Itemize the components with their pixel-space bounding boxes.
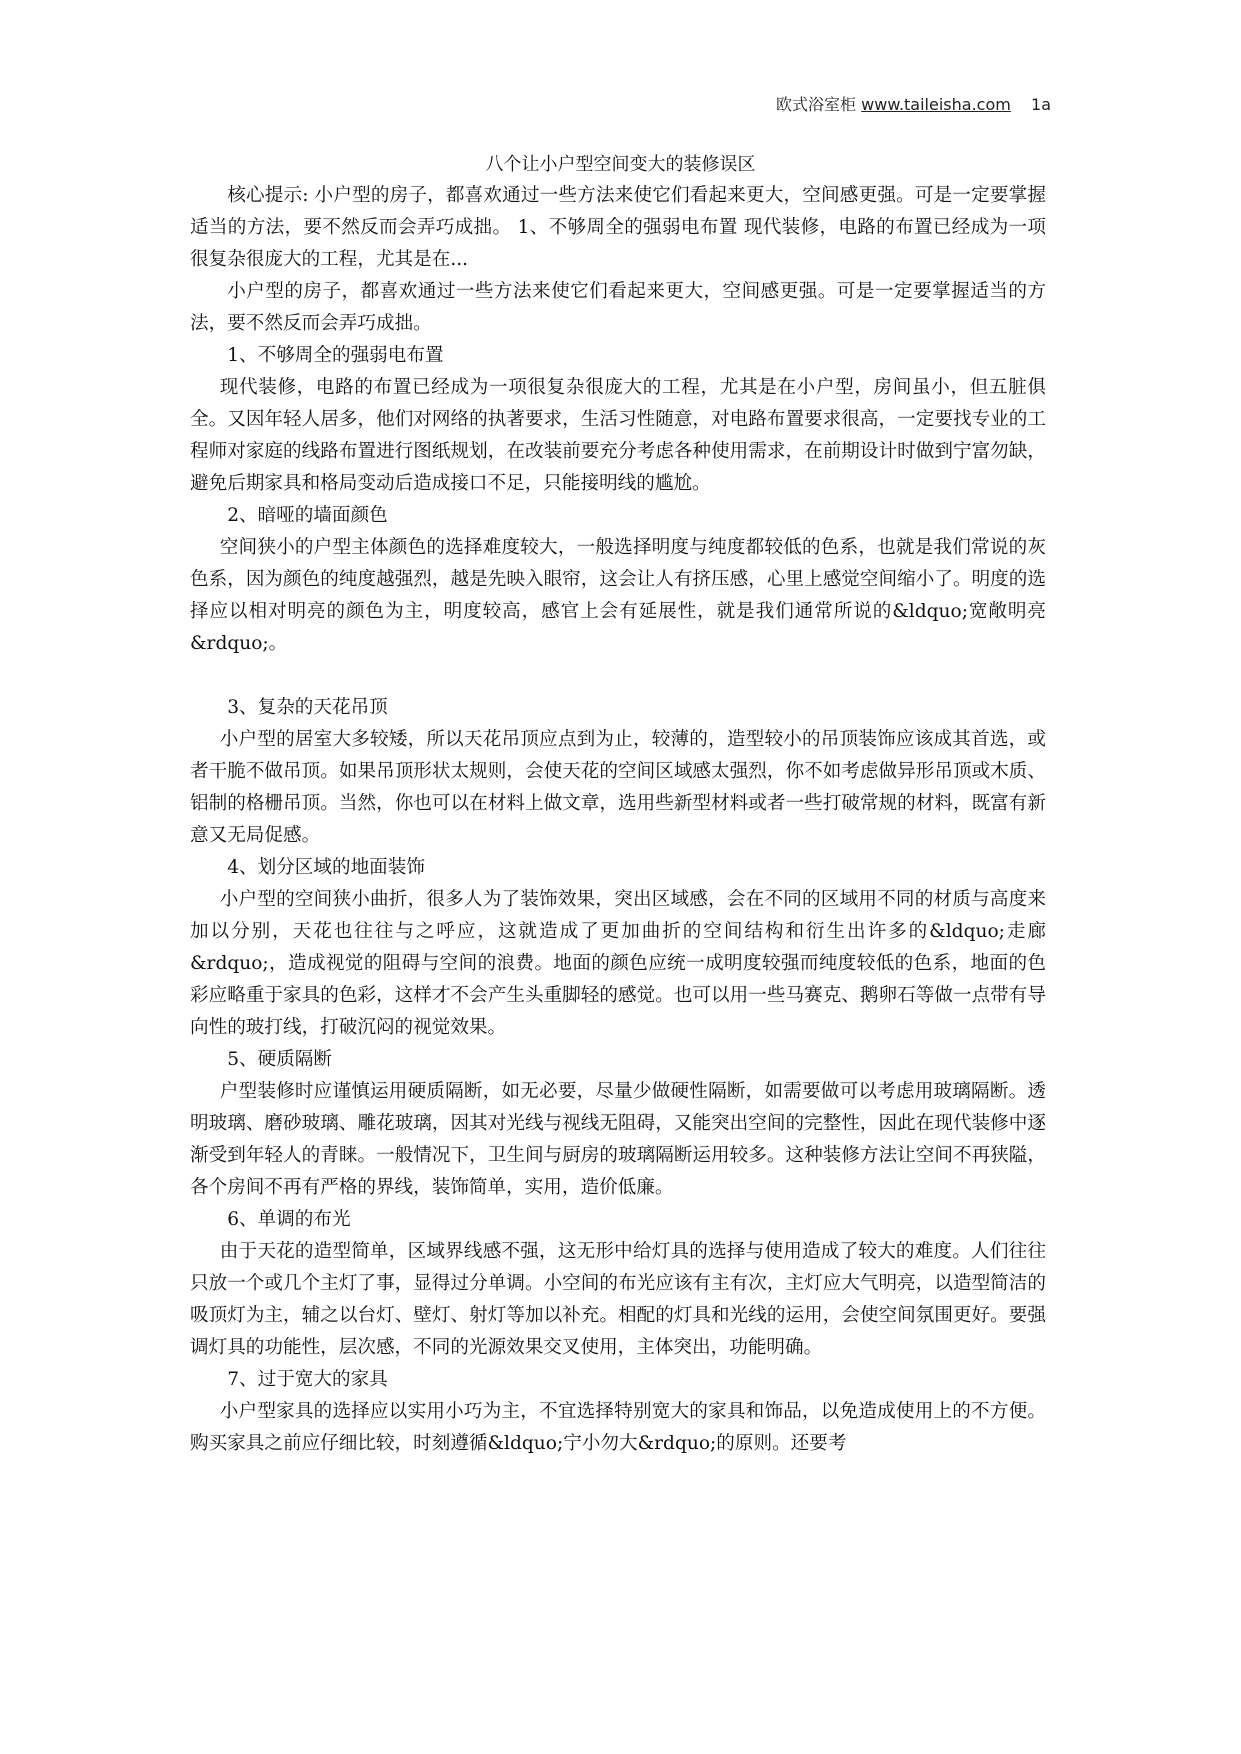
section-6-text: 由于天花的造型简单，区域界线感不强，这无形中给灯具的选择与使用造成了较大的难度。人们往往只放一个或几个主灯了事，显得过分单调。小空间的布光应该有主有次，主灯应大气明亮，以造型简洁的吸顶灯为主，辅之以台灯、壁灯、射灯等加以补充。相配的灯具和光线的运用，会使空间氛围更好。要强调灯具的功能性，层次感，不同的光源效果交叉使用，主体突出，功能明确。 [190,1241,1046,1358]
section-7-heading: 7、过于宽大的家具 [227,1369,388,1390]
section-2-heading: 2、暗哑的墙面颜色 [227,505,388,526]
header-label: 欧式浴室柜 [776,95,857,114]
page-number: 1a [1031,95,1051,114]
document-title: 八个让小户型空间变大的装修误区 [485,154,756,175]
section-7-text: 小户型家具的选择应以实用小巧为主，不宜选择特别宽大的家具和饰品，以免造成使用上的不方便。购买家具之前应仔细比较，时刻遵循&ldquo;宁小勿大&rdquo;的原则。还要考 [190,1401,1046,1454]
blank-line [190,660,1046,692]
section-4-heading: 4、划分区域的地面装饰 [227,857,425,878]
section-2-text: 空间狭小的户型主体颜色的选择难度较大，一般选择明度与纯度都较低的色系，也就是我们常说的灰色系，因为颜色的纯度越强烈，越是先映入眼帘，这会让人有挤压感，心里上感觉空间缩小了。明度的选择应以相对明亮的颜色为主，明度较高，感官上会有延展性，就是我们通常所说的&ldquo;宽敞明亮&rdquo;。 [190,537,1046,654]
document-body [190,180,1046,1460]
section-5-text: 户型装修时应谨慎运用硬质隔断，如无必要，尽量少做硬性隔断，如需要做可以考虑用玻璃隔断。透明玻璃、磨砂玻璃、雕花玻璃，因其对光线与视线无阻碍，又能突出空间的完整性，因此在现代装修中逐渐受到年轻人的青睐。一般情况下，卫生间与厨房的玻璃隔断运用较多。这种装修方法让空间不再狭隘，各个房间不再有严格的界线，装饰简单，实用，造价低廉。 [190,1081,1046,1198]
section-5-heading: 5、硬质隔断 [227,1049,332,1070]
section-1-heading: 1、不够周全的强弱电布置 [227,345,444,366]
intro-paragraph: 小户型的房子，都喜欢通过一些方法来使它们看起来更大，空间感更强。可是一定要掌握适当的方法，要不然反而会弄巧成拙。 [190,281,1046,334]
section-3-heading: 3、复杂的天花吊顶 [227,697,388,718]
page-header [776,92,1051,115]
section-3-text: 小户型的居室大多较矮，所以天花吊顶应点到为止，较薄的，造型较小的吊顶装饰应该成其首选，或者干脆不做吊顶。如果吊顶形状太规则，会使天花的空间区域感太强烈，你不如考虑做异形吊顶或木质、铝制的格栅吊顶。当然，你也可以在材料上做文章，选用些新型材料或者一些打破常规的材料，既富有新意又无局促感。 [190,729,1046,846]
summary-paragraph: 核心提示: 小户型的房子，都喜欢通过一些方法来使它们看起来更大，空间感更强。可是一定要掌握适当的方法，要不然反而会弄巧成拙。 1、不够周全的强弱电布置 现代装修，电路的布置已经成为一项很复杂很庞大的工程，尤其是在... [190,185,1046,270]
section-6-heading: 6、单调的布光 [227,1209,351,1230]
section-1-text: 现代装修，电路的布置已经成为一项很复杂很庞大的工程，尤其是在小户型，房间虽小，但五脏俱全。又因年轻人居多，他们对网络的执著要求，生活习性随意，对电路布置要求很高，一定要找专业的工程师对家庭的线路布置进行图纸规划，在改装前要充分考虑各种使用需求，在前期设计时做到宁富勿缺，避免后期家具和格局变动后造成接口不足，只能接明线的尴尬。 [190,377,1046,494]
section-4-text: 小户型的空间狭小曲折，很多人为了装饰效果，突出区域感，会在不同的区域用不同的材质与高度来加以分别，天花也往往与之呼应，这就造成了更加曲折的空间结构和衍生出许多的&ldquo;走廊&rdquo;，造成视觉的阻碍与空间的浪费。地面的颜色应统一成明度较强而纯度较低的色系，地面的色彩应略重于家具的色彩，这样才不会产生头重脚轻的感觉。也可以用一些马赛克、鹅卵石等做一点带有导向性的玻打线，打破沉闷的视觉效果。 [190,889,1046,1038]
header-link[interactable]: www.taileisha.com [861,95,1011,114]
